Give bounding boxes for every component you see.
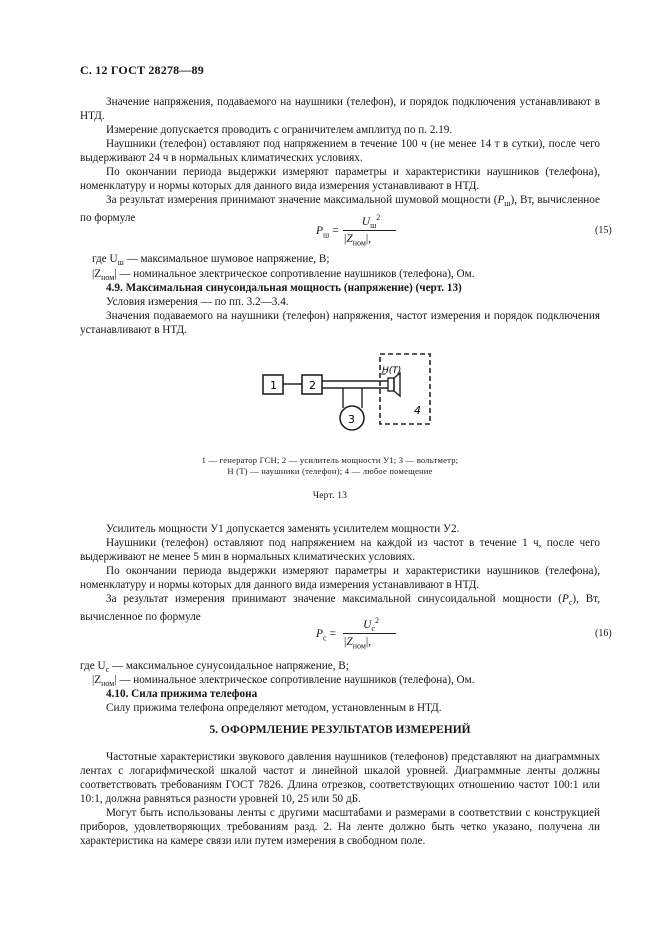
definition-sine-voltage: где $U_с$ — максимальное сунусоидальное напряжение, В;: [80, 660, 349, 675]
formula-16-denominator: $|Z_{ном}|$,: [344, 636, 372, 651]
paragraph-result-noise: За результат измерения принимают значение максимальной шумовой мощности $(P_ш)$, Вт, вычисленное по формуле: [80, 194, 600, 225]
paragraph-amplifier-replace: Усилитель мощности У1 допускается заменять усилителем мощности У2.: [106, 523, 460, 535]
paragraph-after-hold: По окончании периода выдержки измеряют параметры и характеристики наушников (телефона), номенклатуру и нормы которых для данного вида измерения устанавливают в НТД.: [80, 166, 600, 192]
formula-16-number: (16): [595, 628, 612, 639]
paragraph-pressure-method: Силу прижима телефона определяют методом, установленным в НТД.: [106, 702, 442, 714]
headphone-symbol: [388, 378, 394, 391]
formula-15-number: (15): [595, 225, 612, 236]
label-2: 2: [309, 379, 316, 392]
paragraph-values: Значения подаваемого на наушники (телефон) напряжения, частот измерения и порядок подключения устанавливают в НТД.: [80, 310, 600, 336]
section-4-9-title: 4.9. Максимальная синусоидальная мощность (напряжение) (черт. 13): [106, 282, 462, 294]
figure-caption-line1: 1 — генератор ГСН; 2 — усилитель мощности У1; 3 — вольтметр;: [201, 455, 459, 465]
definition-noise-voltage: где $U_ш$ — максимальное шумовое напряжение, В;: [92, 253, 330, 268]
paragraph-frequency-chars: Частотные характеристики звукового давления наушников (телефонов) представляют на диаграммных лентах с логарифмической шкалой частот и линейной шкалой уровней. Диаграммные ленты должны соответствовать требованиям ГОСТ 7826. Длина отрезков, соответствующих отношению частот 100:1 или 10:1, должна равняться разности уровней 10, 25 или 50 дБ.: [80, 751, 600, 805]
paragraph-limiter: Измерение допускается проводить с ограничителем амплитуд по п. 2.19.: [106, 124, 453, 136]
figure-caption-line2: Н (Т) — наушники (телефон); 4 — любое помещение: [227, 466, 433, 476]
formula-15-lhs: $P_ш$ =: [316, 225, 339, 240]
paragraph-hold-100h: Наушники (телефон) оставляют под напряжением в течение 100 ч (не менее 14 т в сутки), после чего выдерживают 24 ч в нормальных климатических условиях.: [80, 138, 600, 164]
formula-15-fraction-bar: [343, 230, 396, 231]
section-4-10-title: 4.10. Сила прижима телефона: [106, 688, 258, 700]
page-header: С. 12 ГОСТ 28278—89: [80, 63, 204, 77]
formula-15-denominator: $|Z_{ном}|$,: [344, 233, 372, 248]
label-1: 1: [270, 379, 277, 392]
paragraph-after-hold-2: По окончании периода выдержки измеряют параметры и характеристики наушников (телефона), номенклатуру и нормы которых для данного вида измерения устанавливают в НТД.: [80, 565, 600, 591]
paragraph-conditions: Условия измерения — по пп. 3.2—3.4.: [106, 296, 289, 308]
paragraph-hold-1h: Наушники (телефон) оставляют под напряжением на каждой из частот в течение 1 ч, после чего выдерживают не менее 5 мин в нормальных климатических условиях.: [80, 537, 600, 563]
formula-16-lhs: $P_с$ =: [316, 628, 336, 643]
label-3: 3: [348, 413, 355, 426]
formula-16-fraction-bar: [343, 633, 396, 634]
label-ht: Н(Т): [382, 366, 402, 376]
figure-13-diagram: [255, 348, 445, 436]
figure-title: Черт. 13: [312, 491, 348, 501]
paragraph-voltage: Значение напряжения, подаваемого на наушники (телефон), и порядок подключения устанавливают в НТД.: [80, 96, 600, 122]
section-5-title: 5. ОФОРМЛЕНИЕ РЕЗУЛЬТАТОВ ИЗМЕРЕНИЙ: [209, 724, 471, 736]
definition-impedance: $|Z_{ном}|$ — номинальное электрическое сопротивление наушников (телефона), Ом.: [92, 268, 475, 283]
definition-impedance-2: $|Z_{ном}|$ — номинальное электрическое сопротивление наушников (телефона), Ом.: [92, 674, 475, 689]
formula-15-numerator: $U_ш^2$: [361, 213, 381, 231]
formula-16-numerator: $U_с^2$: [363, 616, 379, 634]
paragraph-other-tapes: Могут быть использованы ленты с другими масштабами и размерами в соответствии с конструкцией приборов, удовлетворяющих требованиям разд. 2. На ленте должно быть четко указано, получена ли характеристика на камере связи или путем измерения в свободном поле.: [80, 807, 600, 847]
label-4: 4: [414, 404, 421, 417]
paragraph-result-sine: За результат измерения принимают значение максимальной синусоидальной мощности $(P_с)$, Вт, вычисленное по формуле: [80, 593, 601, 624]
